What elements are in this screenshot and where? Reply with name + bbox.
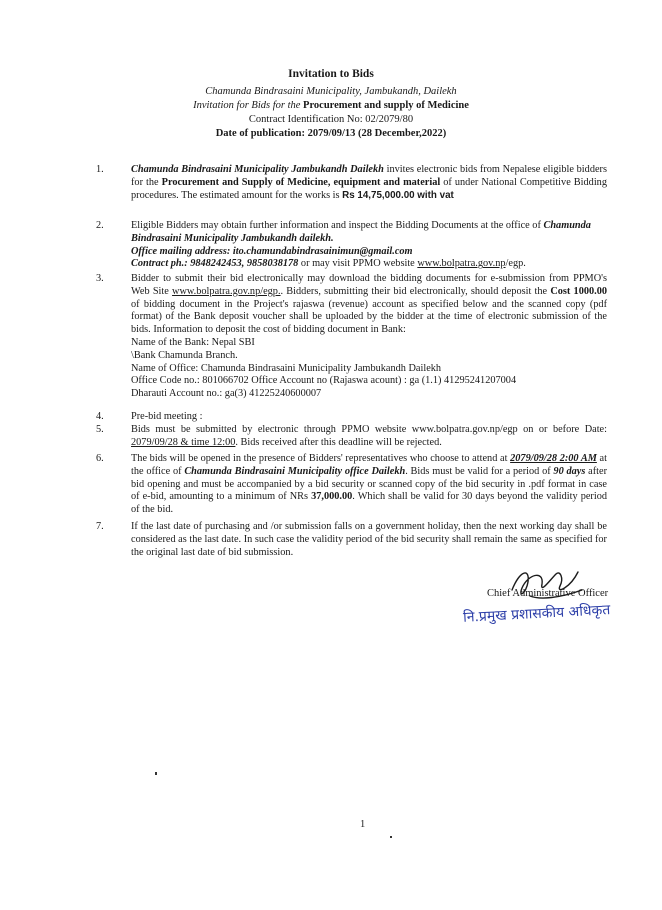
opening-office: Chamunda Bindrasaini Municipality office Dailekh [184, 465, 406, 477]
org-name: Chamunda Bindrasaini Municipality Jambukandh dailekh. [131, 220, 591, 244]
mailing-address: Office mailing address: ito.chamundabindrasainimun@gmail.com [131, 245, 413, 257]
dharauti-account: Dharauti Account no.: ga(3) 41225240600007 [131, 388, 322, 400]
item-number: 4. [96, 411, 104, 422]
item-text: Pre-bid meeting : [131, 411, 203, 422]
item-text [131, 220, 607, 271]
page-number: 1 [360, 819, 366, 830]
bid-security-amount: 37,000.00 [311, 491, 353, 503]
item-number: 6. [96, 453, 104, 464]
text-run: after bid opening and must be accompanied by a bid security or scanned copy of the bid security in .pdf format in case of e-bid, amounting to a minimum of NRs [131, 465, 608, 503]
estimated-amount: Rs 14,75,000.00 with vat [342, 189, 454, 201]
text-run: . Bidders, submitting their bid electronically, should deposit the [280, 285, 551, 297]
text-run: /egp. [505, 258, 526, 270]
website-link[interactable]: www.bolpatra.gov.np [417, 258, 506, 270]
document-cost: Cost 1000.00 [550, 285, 608, 297]
text-run: . Bids received after this deadline will be rejected. [235, 436, 442, 448]
organization-line: Chamunda Bindrasaini Municipality, Jambukandh, Dailekh [205, 86, 457, 97]
text-run: The bids will be opened in the presence of Bidders' representatives who choose to attend at [131, 453, 511, 464]
publication-date: Date of publication: 2079/09/13 (28 December,2022) [215, 128, 447, 139]
invitation-subject: Procurement and supply of Medicine [303, 100, 469, 111]
item-text [131, 453, 607, 517]
item-text: If the last date of purchasing and /or submission falls on a government holiday, then the next working day shall be considered as the last date. In such case the validity period of the bid security shall remain the same as specified for the original last date of bid submission. [131, 521, 607, 558]
text-run: Bids must be submitted by electronic through PPMO website www.bolpatra.gov.np/egp on or before Date: [131, 424, 607, 435]
item-number: 1. [96, 164, 104, 175]
text-run: Eligible Bidders may obtain further information and inspect the Bidding Documents at the office of [131, 220, 544, 231]
item-number: 7. [96, 521, 104, 532]
document-title: Invitation to Bids [288, 68, 374, 80]
scan-speck [155, 772, 157, 775]
item-number: 2. [96, 220, 104, 231]
text-run: . Bids must be valid for a period of [405, 465, 554, 477]
nepali-seal-text: नि.प्रमुख प्रशासकीय अधिकृत [462, 602, 611, 626]
text-run: of bidding document in the Project's rajaswa (revenue) account as specified below and the scanned copy (pdf format) of the Bank deposit voucher shall be uploaded by the bidder at the time of electronic submission of the bids. Information to deposit the cost of bidding document in Bank: [131, 298, 607, 336]
office-name: Name of Office: Chamunda Bindrasaini Municipality Jambukandh Dailekh [131, 362, 442, 374]
invitation-line [0, 100, 662, 111]
text-run: of under National Competitive Bidding procedures. The estimated amount for the works is [131, 176, 607, 201]
text-run: invites electronic bids from Nepalese eligible bidders for the [131, 164, 607, 188]
signature-scribble [500, 560, 590, 606]
scan-speck [390, 836, 392, 838]
text-run: Bidder to submit their bid electronically may download the bidding documents for e-submission from PPMO's Web Site [131, 273, 607, 297]
item-text [131, 273, 607, 401]
bank-name: Name of the Bank: Nepal SBI [131, 336, 255, 348]
validity-period: 90 days [553, 465, 586, 477]
item-text [131, 424, 607, 450]
item-text [131, 164, 607, 202]
office-code: Office Code no.: 801066702 Office Account no (Rajaswa acount) : ga (1.1) 41295241207004 [131, 375, 517, 387]
org-name: Chamunda Bindrasaini Municipality Jambukandh Dailekh [131, 164, 384, 175]
text-run: at the office of [131, 453, 607, 477]
item-number: 3. [96, 273, 104, 284]
submission-deadline: 2079/09/28 & time 12:00 [131, 436, 236, 448]
text-run: . Which shall be valid for 30 days beyond the validity period of the bid. [131, 491, 607, 516]
bank-branch: \Bank Chamunda Branch. [131, 349, 238, 361]
website-link[interactable]: www.bolpatra.gov.np/egp. [172, 285, 281, 297]
invitation-prefix: Invitation for Bids for the [193, 100, 304, 111]
text-run: or may visit PPMO website [298, 258, 418, 270]
signatory-title: Chief Administrative Officer [487, 588, 609, 599]
contract-id: Contract Identification No: 02/2079/80 [248, 114, 414, 125]
opening-date: 2079/09/28 2:00 AM [510, 453, 597, 464]
procurement-subject: Procurement and Supply of Medicine, equipment and material [161, 176, 441, 188]
item-number: 5. [96, 424, 104, 435]
contact-phone: Contract ph.: 9848242453, 9858038178 [131, 258, 299, 270]
